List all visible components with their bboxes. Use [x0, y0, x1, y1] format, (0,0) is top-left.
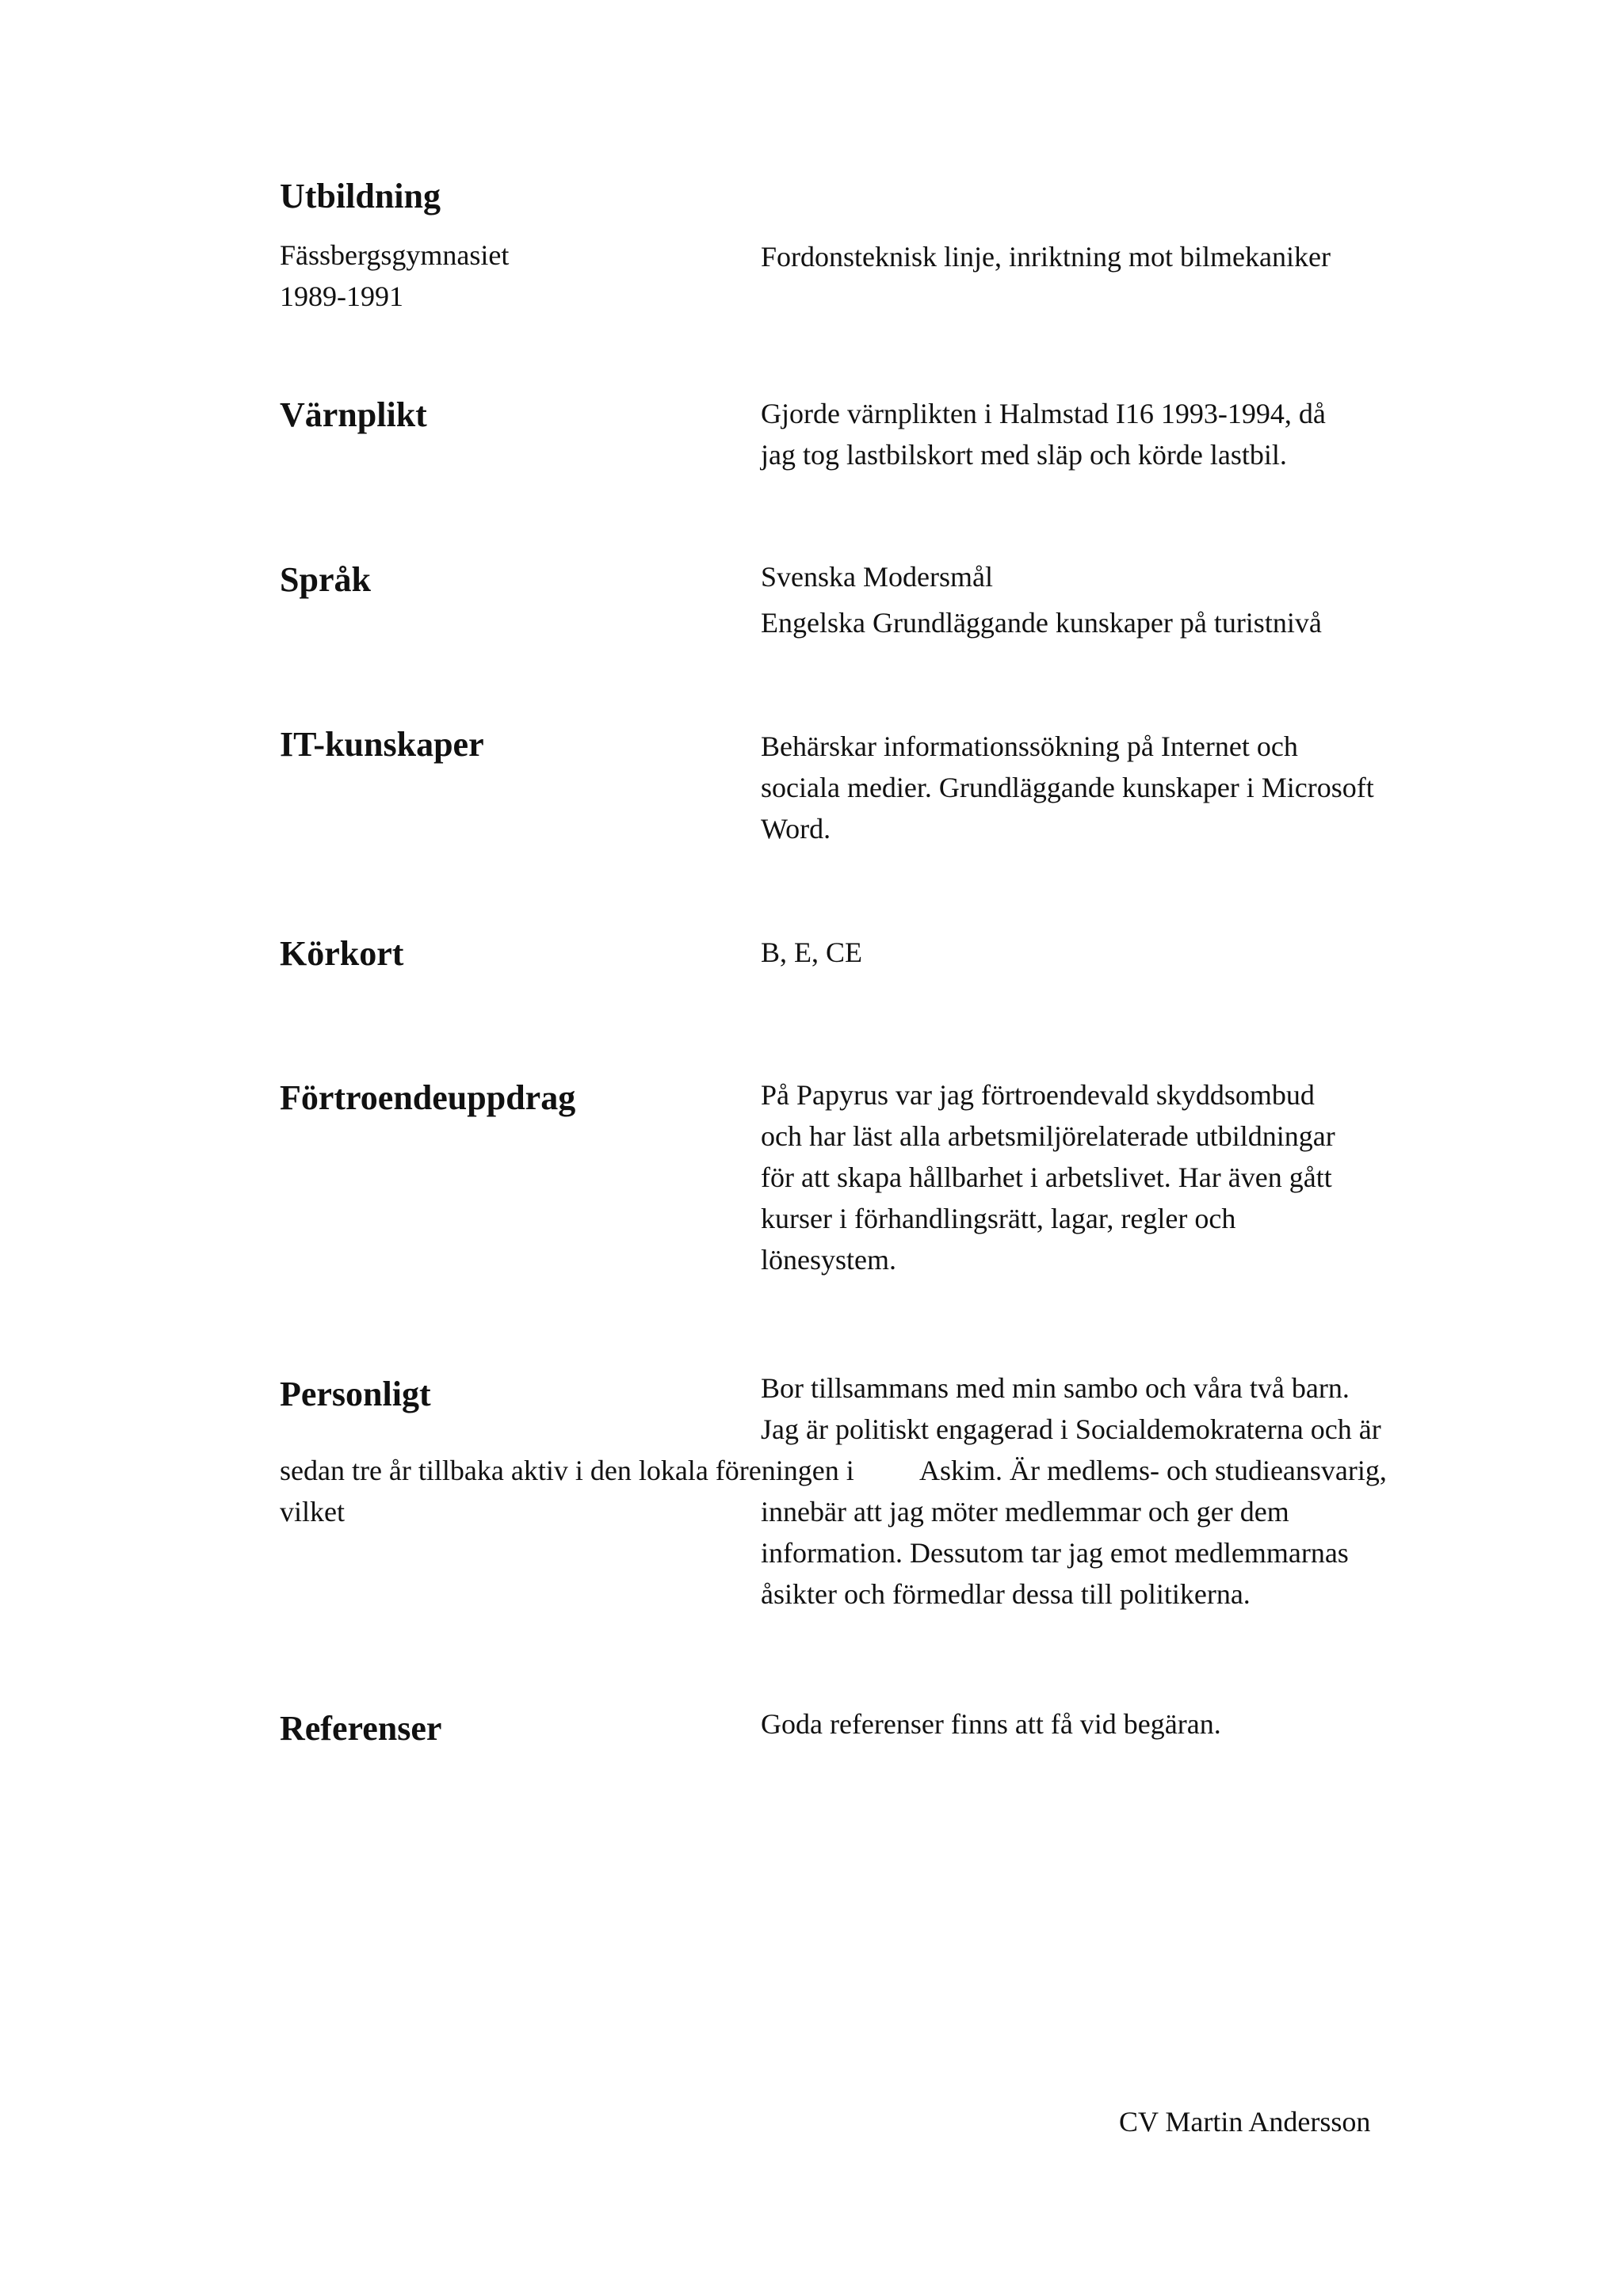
- positions-of-trust-line-2: och har läst alla arbetsmiljörelaterade utbildningar: [761, 1120, 1335, 1152]
- military-service-line-1: Gjorde värnplikten i Halmstad I16 1993-1994, då: [761, 398, 1326, 429]
- personal-line-2: Jag är politiskt engagerad i Socialdemokraterna och är: [761, 1413, 1381, 1445]
- drivers-license-value: B, E, CE: [761, 936, 863, 968]
- personal-line-4-right: innebär att jag möter medlemmar och ger dem: [761, 1496, 1289, 1527]
- positions-of-trust-line-4: kurser i förhandlingsrätt, lagar, regler och: [761, 1203, 1236, 1234]
- personal-heading: Personligt: [280, 1375, 431, 1413]
- personal-line-5: information. Dessutom tar jag emot medlemmarnas: [761, 1537, 1349, 1569]
- military-service-line-2: jag tog lastbilskort med släp och körde lastbil.: [761, 439, 1287, 471]
- positions-of-trust-line-1: På Papyrus var jag förtroendevald skyddsombud: [761, 1079, 1315, 1111]
- personal-line-3-right: Askim. Är medlems- och studieansvarig,: [919, 1455, 1387, 1486]
- positions-of-trust-line-3: för att skapa hållbarhet i arbetslivet. Har även gått: [761, 1161, 1332, 1193]
- it-skills-line-2: sociala medier. Grundläggande kunskaper i Microsoft: [761, 772, 1374, 803]
- footer-name: CV Martin Andersson: [1119, 2106, 1371, 2138]
- references-value: Goda referenser finns att få vid begäran.: [761, 1708, 1221, 1740]
- it-skills-line-1: Behärskar informationssökning på Internet och: [761, 730, 1298, 762]
- education-school: Fässbergsgymnasiet: [280, 239, 510, 271]
- language-english: Engelska Grundläggande kunskaper på turistnivå: [761, 607, 1322, 639]
- personal-line-4-left: vilket: [280, 1496, 345, 1527]
- military-service-heading: Värnplikt: [280, 395, 427, 434]
- languages-heading: Språk: [280, 560, 371, 599]
- personal-line-1: Bor tillsammans med min sambo och våra två barn.: [761, 1372, 1350, 1404]
- education-years: 1989-1991: [280, 280, 403, 312]
- personal-line-3-left: sedan tre år tillbaka aktiv i den lokala föreningen i: [280, 1455, 854, 1486]
- it-skills-heading: IT-kunskaper: [280, 725, 484, 764]
- language-swedish: Svenska Modersmål: [761, 561, 993, 593]
- positions-of-trust-line-5: lönesystem.: [761, 1244, 896, 1276]
- education-program: Fordonsteknisk linje, inriktning mot bilmekaniker: [761, 241, 1331, 273]
- drivers-license-heading: Körkort: [280, 934, 404, 973]
- references-heading: Referenser: [280, 1709, 442, 1748]
- it-skills-line-3: Word.: [761, 813, 831, 845]
- education-heading: Utbildning: [280, 177, 441, 215]
- personal-line-6: åsikter och förmedlar dessa till politikerna.: [761, 1578, 1251, 1610]
- positions-of-trust-heading: Förtroendeuppdrag: [280, 1078, 576, 1117]
